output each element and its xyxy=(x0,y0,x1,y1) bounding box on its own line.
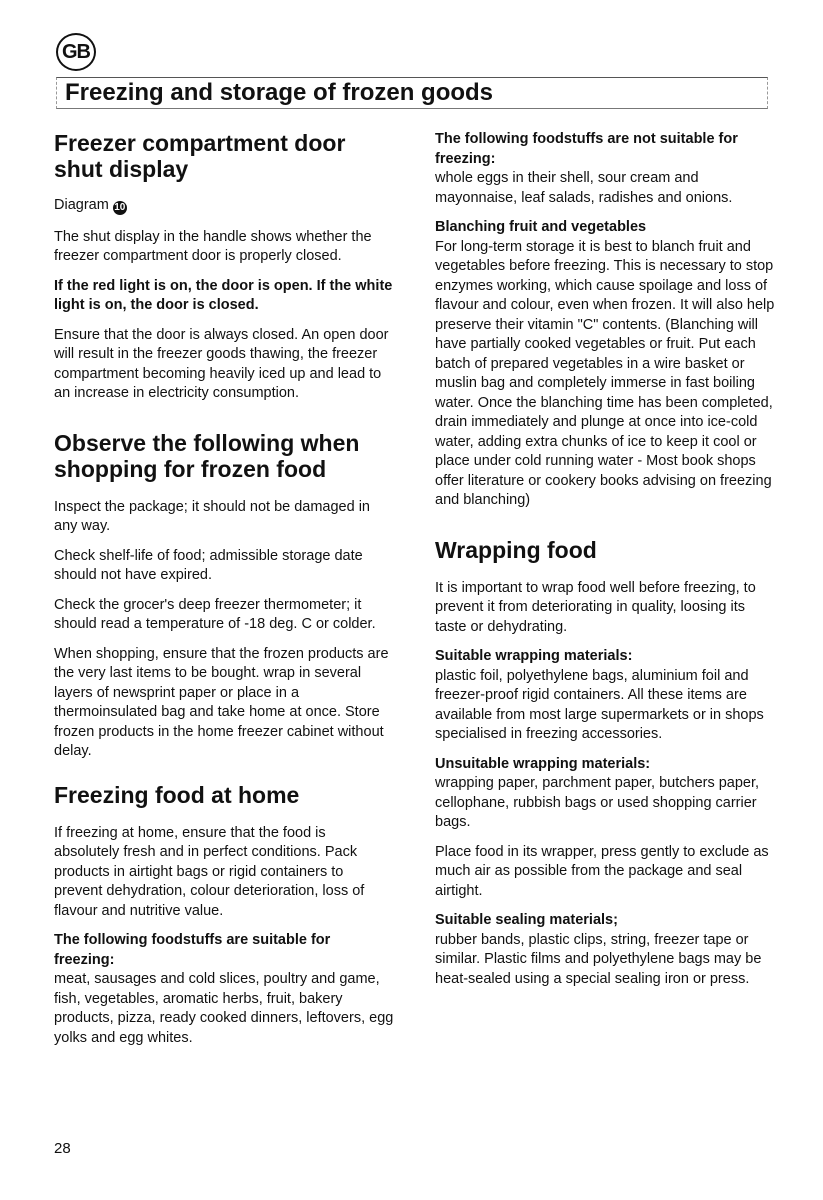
paragraph: It is important to wrap food well before freezing, to prevent it from deteriorating in quality, loosing its taste or dehydrating. xyxy=(435,579,756,635)
paragraph: For long-term storage it is best to blanch fruit and vegetables before freezing. This is necessary to stop enzymes working, which cause spoilage and loss of flavour and colour, even when frozen. It will also help preserve their vitamin "C" contents. (Blanching will have partially cooked vegetables or fruit. Put each batch of prepared vegetables in a wire basket or muslin bag and completely immerse in fast boiling water. Once the blanching time has been completed, drain immediately and plunge at once into ice-cold water, adding extra chunks of ice to keep it cool or place under cold running water - Most book shops offer literature or cookery books advising on freezing and blanching) xyxy=(435,238,775,508)
right-column xyxy=(435,130,775,999)
paragraph: Ensure that the door is always closed. An open door will result in the freezer goods thawing, the freezer compartment becoming heavily iced up and lead to an increase in electricity consumption. xyxy=(54,326,389,401)
bold-note: If the red light is on, the door is open. If the white light is on, the door is closed. xyxy=(54,277,393,313)
country-badge: GB xyxy=(56,33,96,71)
diagram-label: Diagram xyxy=(54,197,109,213)
paragraph: When shopping, ensure that the frozen products are the very last items to be bought. wrap in several layers of newsprint paper or place in a thermoinsulated bag and take home at once. Store frozen products in the home freezer cabinet without delay. xyxy=(54,645,389,759)
bold-subheading: The following foodstuffs are suitable for freezing: xyxy=(54,932,331,968)
diagram-number: 10 xyxy=(114,202,126,213)
paragraph: rubber bands, plastic clips, string, freezer tape or similar. Plastic films and polyethylene bags may be heat-sealed using a special sealing iron or press. xyxy=(435,931,762,987)
paragraph: wrapping paper, parchment paper, butchers paper, cellophane, rubbish bags or used shopping carrier bags. xyxy=(435,775,760,830)
section-heading: Freezer compartment door shut display xyxy=(54,130,346,182)
paragraph: Place food in its wrapper, press gently to exclude as much air as possible from the package and seal airtight. xyxy=(435,843,769,899)
section-heading: Freezing food at home xyxy=(54,781,300,808)
bold-subheading: Suitable sealing materials; xyxy=(435,912,618,928)
paragraph: meat, sausages and cold slices, poultry and game, fish, vegetables, aromatic herbs, fruit, bakery products, pizza, ready cooked dinners, leftovers, egg yolks and egg whites. xyxy=(54,971,394,1046)
paragraph: whole eggs in their shell, sour cream and mayonnaise, leaf salads, radishes and onions. xyxy=(435,170,733,206)
left-column xyxy=(54,130,394,1058)
paragraph: Inspect the package; it should not be damaged in any way. xyxy=(54,498,370,534)
page-number: 28 xyxy=(54,1140,71,1157)
door-display-section xyxy=(54,130,394,404)
paragraph: Check the grocer's deep freezer thermometer; it should read a temperature of -18 deg. C or colder. xyxy=(54,596,376,632)
section-heading: Observe the following when shopping for frozen food xyxy=(54,429,360,482)
page-title: Freezing and storage of frozen goods xyxy=(65,79,494,106)
paragraph: If freezing at home, ensure that the food is absolutely fresh and in perfect conditions. Pack products in airtight bags or rigid containers to prevent dehydration, colour deterioration, loss of flavour and nutritive value. xyxy=(54,824,365,919)
section-heading: Wrapping food xyxy=(435,536,597,563)
diagram-reference xyxy=(54,196,394,216)
paragraph: plastic foil, polyethylene bags, aluminium foil and freezer-proof rigid containers. All these items are available from most large supermarkets or in shops specialised in freezing accessories. xyxy=(435,667,764,742)
title-bar xyxy=(56,77,768,109)
bold-subheading: The following foodstuffs are not suitable for freezing: xyxy=(435,131,738,167)
bold-subheading: Unsuitable wrapping materials: xyxy=(435,755,651,772)
bold-subheading: Blanching fruit and vegetables xyxy=(435,219,647,235)
paragraph: Check shelf-life of food; admissible storage date should not have expired. xyxy=(54,547,363,583)
paragraph: The shut display in the handle shows whether the freezer compartment door is properly closed. xyxy=(54,228,372,264)
bold-subheading: Suitable wrapping materials: xyxy=(435,648,633,664)
